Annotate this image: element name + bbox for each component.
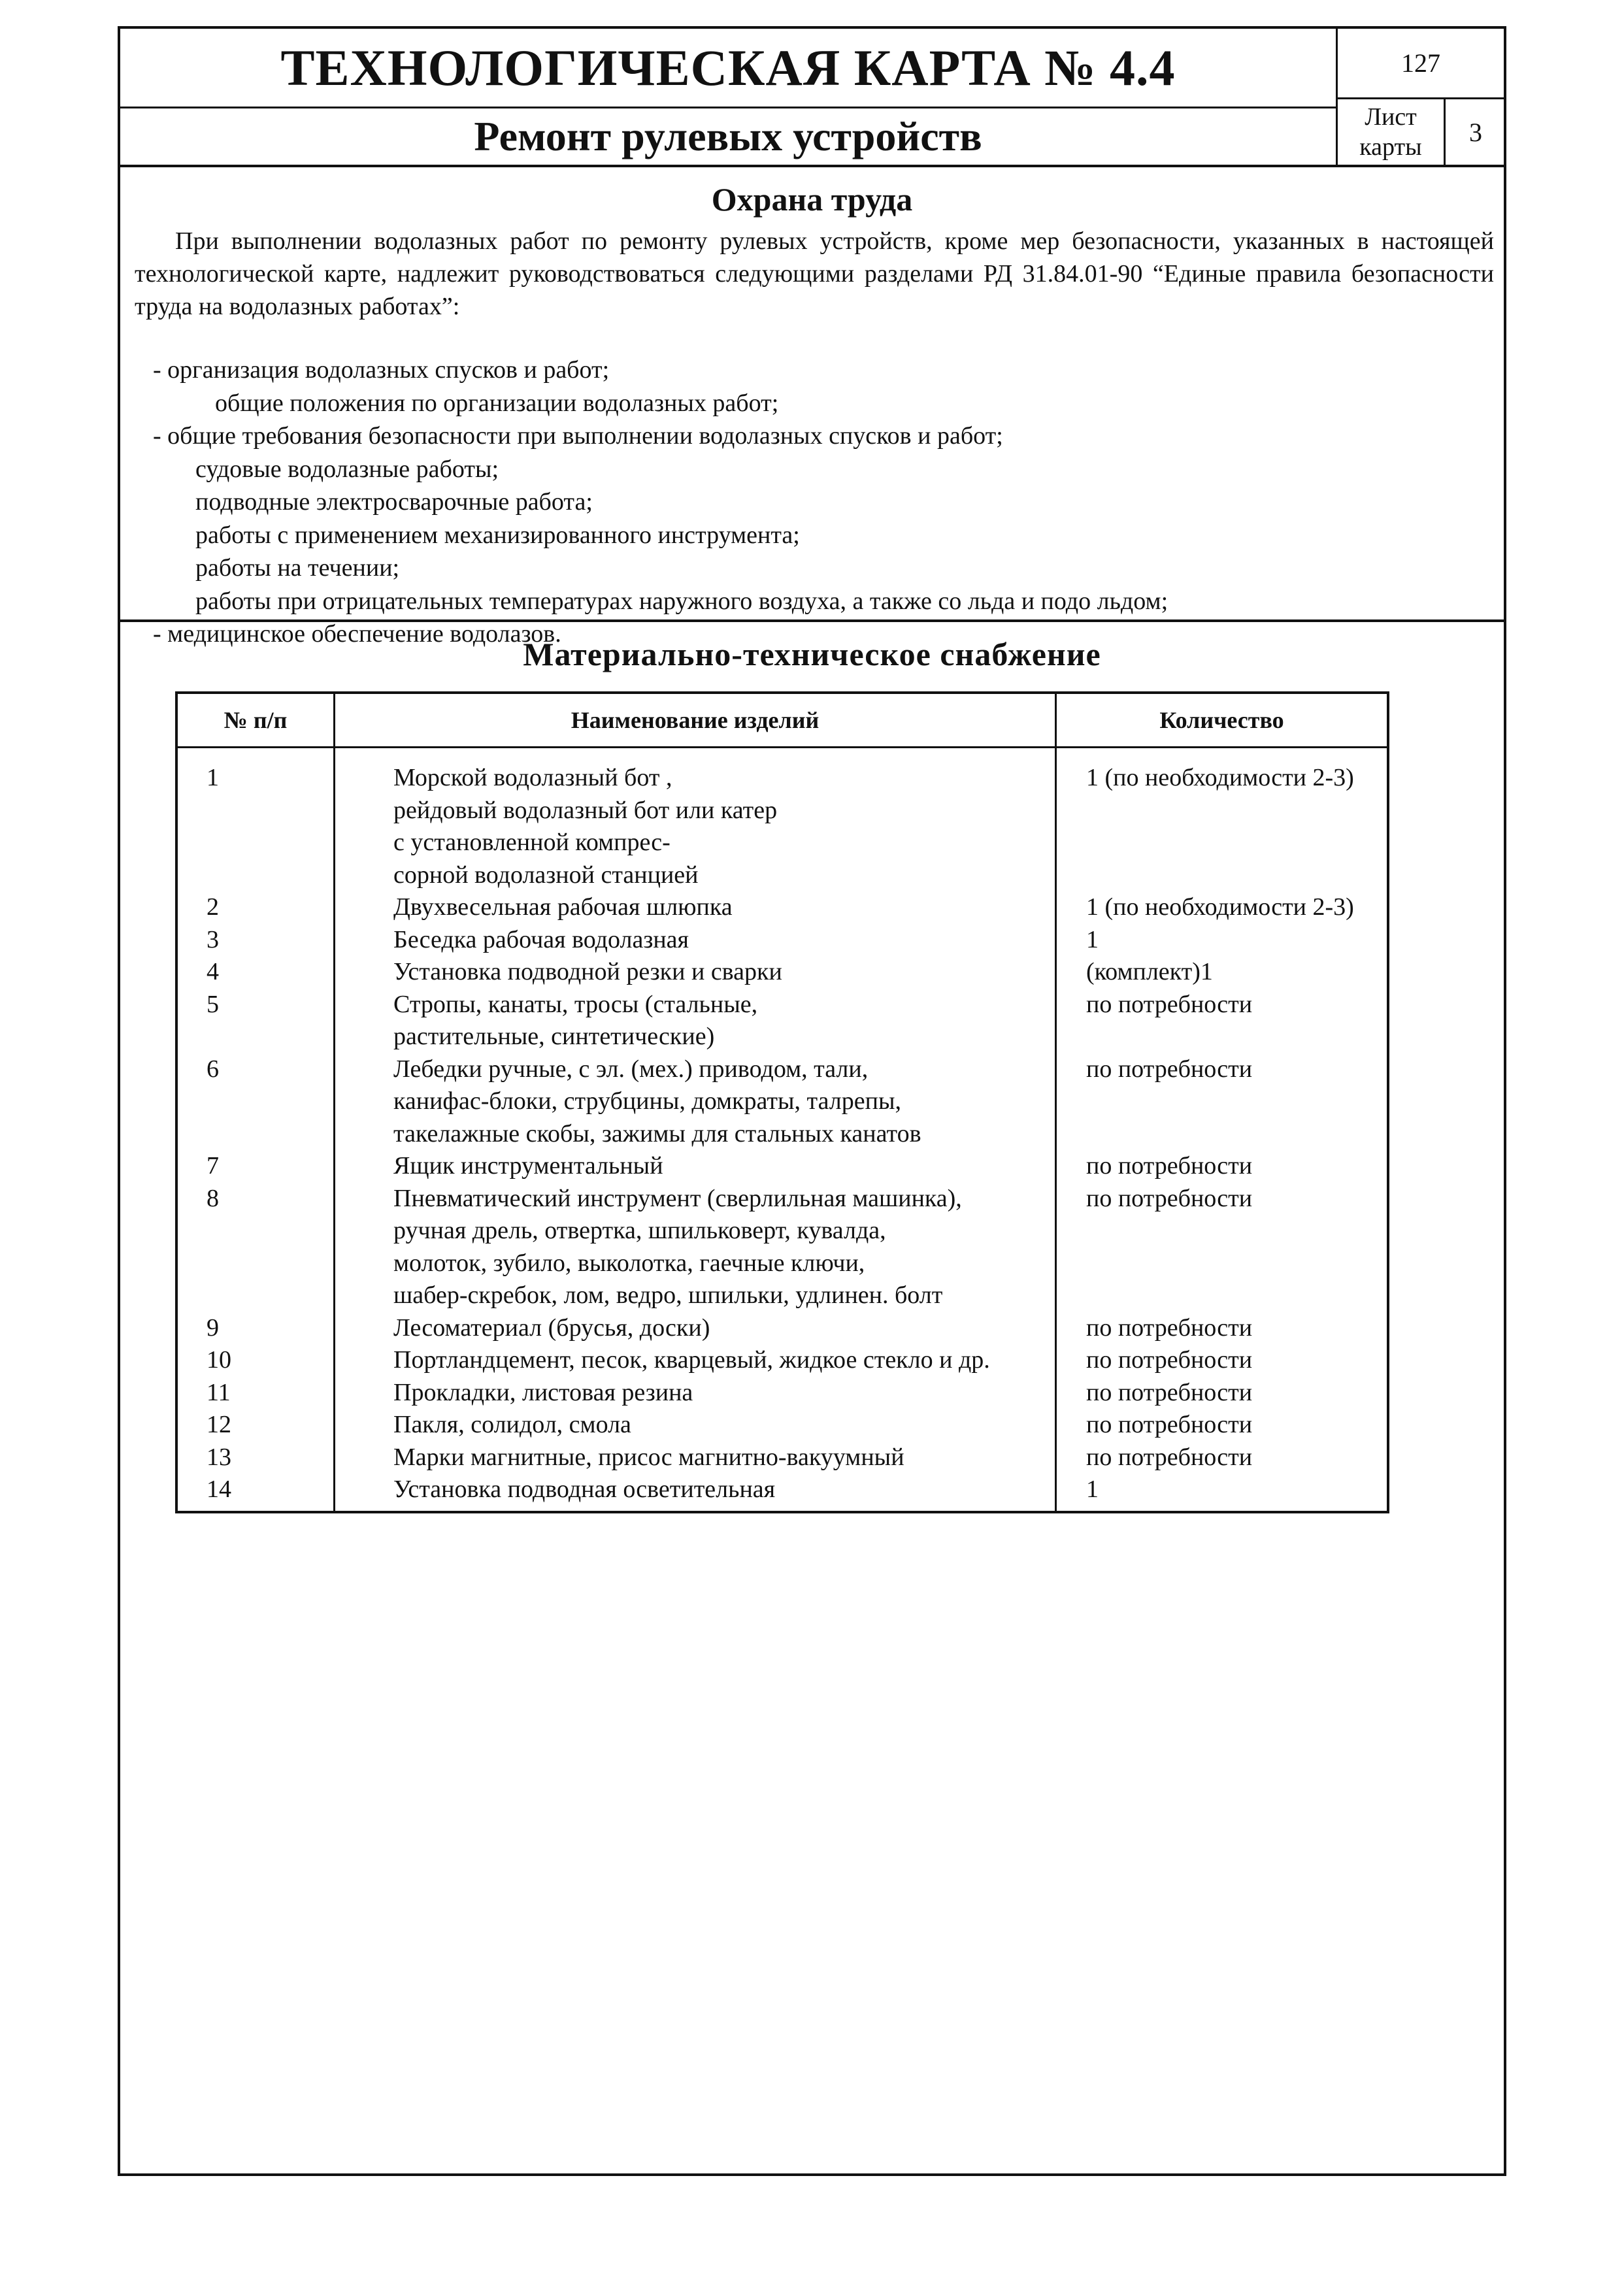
item-name-line: Марки магнитные, присос магнитно-вакуумный xyxy=(393,1443,904,1471)
item-quantity: по потребности xyxy=(1086,1184,1253,1212)
item-name-line: молоток, зубило, выколотка, гаечные ключи, xyxy=(393,1249,865,1277)
column-divider xyxy=(1055,694,1057,1511)
item-name-line: Двухвесельная рабочая шлюпка xyxy=(393,893,733,921)
item-quantity: по потребности xyxy=(1086,1411,1253,1438)
item-name-line: Морской водолазный бот , xyxy=(393,764,672,791)
row-number: 6 xyxy=(207,1055,219,1083)
safety-list-item: работы с применением механизированного инструмента; xyxy=(195,521,800,549)
item-name-line: шабер-скребок, лом, ведро, шпильки, удлинен. болт xyxy=(393,1281,943,1309)
row-number: 7 xyxy=(207,1152,219,1179)
item-quantity: (комплект)1 xyxy=(1086,958,1213,985)
item-quantity: по потребности xyxy=(1086,1152,1253,1179)
card-title: ТЕХНОЛОГИЧЕСКАЯ КАРТА № 4.4 xyxy=(120,29,1336,108)
item-name-line: Прокладки, листовая резина xyxy=(393,1378,693,1406)
item-name-line: Стропы, канаты, тросы (стальные, xyxy=(393,990,758,1018)
item-quantity: 1 (по необходимости 2-3) xyxy=(1086,893,1354,921)
row-number: 8 xyxy=(207,1184,219,1212)
item-name-line: с установленной компрес- xyxy=(393,829,671,856)
safety-list-item: - медицинское обеспечение водолазов. xyxy=(153,620,561,648)
safety-list-item: общие положения по организации водолазных работ; xyxy=(215,389,779,417)
row-number: 11 xyxy=(207,1378,231,1406)
item-name-line: рейдовый водолазный бот или катер xyxy=(393,796,778,824)
item-name-line: Лебедки ручные, с эл. (мех.) приводом, тали, xyxy=(393,1055,869,1083)
item-name-line: Лесоматериал (брусья, доски) xyxy=(393,1313,710,1342)
col-header-name: Наименование изделий xyxy=(571,707,820,733)
row-number: 13 xyxy=(207,1443,231,1471)
row-number: 2 xyxy=(207,893,219,921)
item-name-line: Ящик инструментальный xyxy=(393,1152,663,1179)
row-number: 14 xyxy=(207,1476,231,1503)
row-number: 5 xyxy=(207,990,219,1018)
safety-list-item: работы на течении; xyxy=(195,554,400,582)
row-number: 12 xyxy=(207,1411,231,1438)
col-header-num: № п/п xyxy=(224,707,288,733)
safety-intro xyxy=(135,225,1494,323)
item-quantity: по потребности xyxy=(1086,1346,1253,1374)
item-name-line: Портландцемент, песок, кварцевый, жидкое стекло и др. xyxy=(393,1346,990,1374)
item-name-line: канифас-блоки, струбцины, домкраты, талрепы, xyxy=(393,1087,901,1115)
item-quantity: 1 xyxy=(1086,1476,1099,1503)
safety-list-item: - общие требования безопасности при выполнении водолазных спусков и работ; xyxy=(153,422,1003,450)
row-number: 9 xyxy=(207,1313,219,1342)
row-number: 4 xyxy=(207,958,219,985)
item-name-line: Установка подводная осветительная xyxy=(393,1476,776,1503)
item-quantity: по потребности xyxy=(1086,1378,1253,1406)
section-divider xyxy=(120,619,1504,622)
sheet-label xyxy=(1338,99,1446,165)
item-name-line: Пневматический инструмент (сверлильная машинка), xyxy=(393,1184,962,1212)
supply-title: Материально-техническое снабжение xyxy=(523,636,1101,672)
item-quantity: 1 (по необходимости 2-3) xyxy=(1086,764,1354,791)
row-number: 3 xyxy=(207,925,219,953)
item-quantity: по потребности xyxy=(1086,1055,1253,1083)
sheet-label-line1: Лист xyxy=(1365,103,1417,131)
item-quantity: по потребности xyxy=(1086,990,1253,1018)
safety-title: Охрана труда xyxy=(711,181,913,218)
header-meta-box xyxy=(1336,29,1504,165)
item-name-line: такелажные скобы, зажимы для стальных канатов xyxy=(393,1119,921,1147)
item-quantity: по потребности xyxy=(1086,1313,1253,1342)
col-header-qty: Количество xyxy=(1159,707,1284,733)
safety-intro-text: При выполнении водолазных работ по ремонту рулевых устройств, кроме мер безопасности, указанных в настоящей технологической карте, надлежит руководствоваться следующими разделами РД 31.84.01-90 “Единые правила безопасности труда на водолазных работах”: xyxy=(135,227,1494,320)
safety-list-item: - организация водолазных спусков и работ; xyxy=(153,356,610,384)
sheet-number: 3 xyxy=(1469,117,1482,147)
item-name-line: Беседка рабочая водолазная xyxy=(393,925,689,953)
item-name-line: сорной водолазной станцией xyxy=(393,861,699,889)
sheet-label-line2: карты xyxy=(1359,133,1422,161)
safety-list-item: подводные электросварочные работа; xyxy=(195,488,593,516)
item-quantity: по потребности xyxy=(1086,1443,1253,1471)
safety-list-item: работы при отрицательных температурах наружного воздуха, а также со льда и подо льдом; xyxy=(195,587,1168,615)
item-quantity: 1 xyxy=(1086,925,1099,953)
header-divider xyxy=(120,165,1504,167)
column-divider xyxy=(333,694,335,1511)
item-name-line: ручная дрель, отвертка, шпильковерт, кувалда, xyxy=(393,1217,886,1244)
item-name-line: Пакля, солидол, смола xyxy=(393,1411,631,1438)
safety-list-item: судовые водолазные работы; xyxy=(195,455,499,483)
supply-table xyxy=(175,691,1389,1513)
row-number: 10 xyxy=(207,1346,231,1374)
row-number: 1 xyxy=(207,764,219,791)
card-subtitle: Ремонт рулевых устройств xyxy=(474,113,982,159)
header-rule xyxy=(178,746,1387,748)
page-number: 127 xyxy=(1338,29,1504,99)
item-name-line: Установка подводной резки и сварки xyxy=(393,958,782,985)
item-name-line: растительные, синтетические) xyxy=(393,1023,715,1050)
